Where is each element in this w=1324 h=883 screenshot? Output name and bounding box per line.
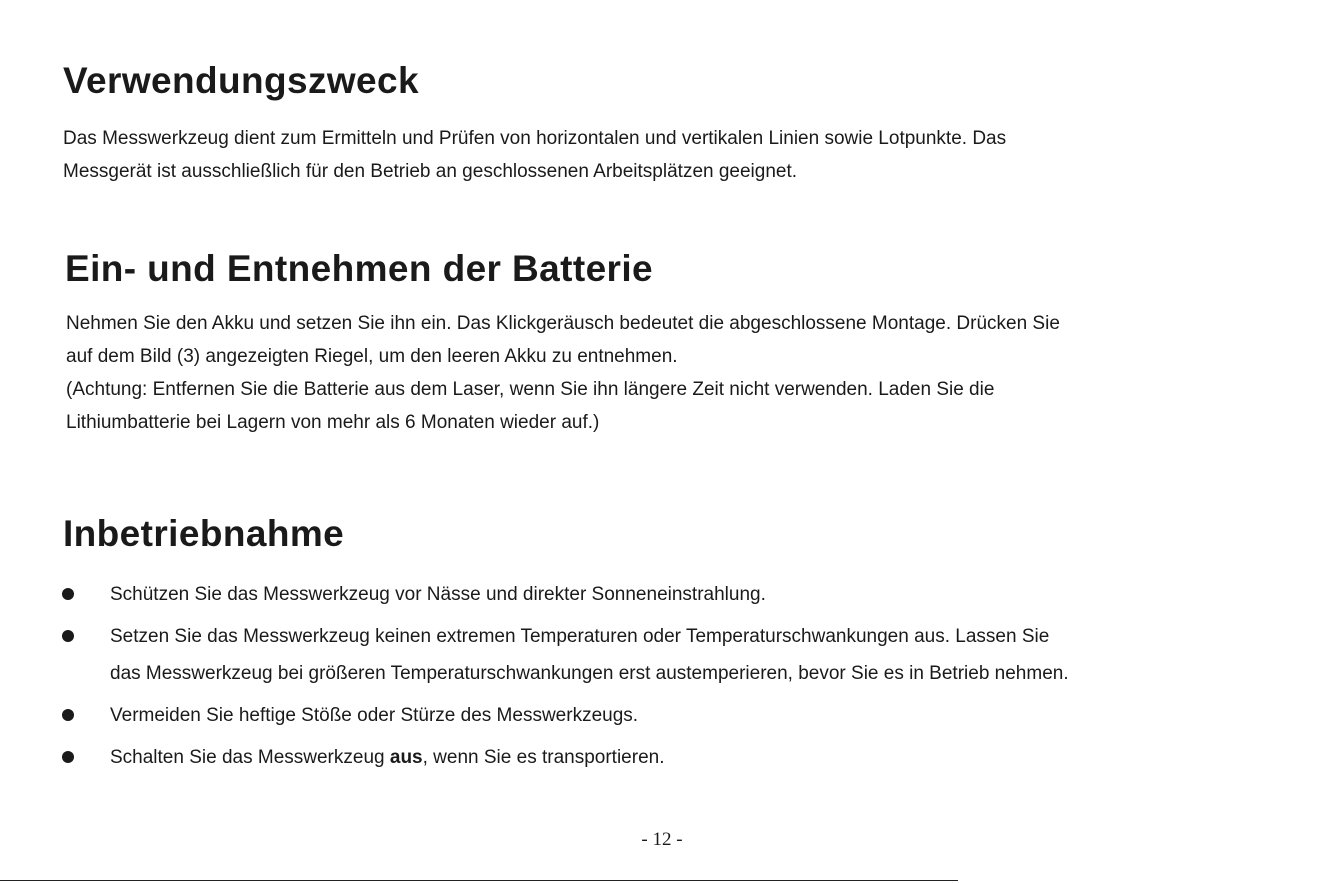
- bullet-dot-icon: [62, 630, 74, 642]
- list-item-text: [110, 739, 1069, 776]
- list-item-text: [110, 618, 1069, 692]
- paragraph-line: auf dem Bild (3) angezeigten Riegel, um den leeren Akku zu entnehmen.: [66, 346, 678, 367]
- list-item-line: Vermeiden Sie heftige Stöße oder Stürze des Messwerkzeugs.: [110, 705, 639, 726]
- inbetriebnahme-bullet-list: [62, 576, 1069, 776]
- section-title-batterie: Ein- und Entnehmen der Batterie: [65, 248, 654, 289]
- bullet-dot-icon: [62, 709, 74, 721]
- list-item-text: [110, 697, 1069, 734]
- paragraph-line: (Achtung: Entfernen Sie die Batterie aus dem Laser, wenn Sie ihn längere Zeit nicht verwenden. Laden Sie die: [66, 379, 995, 400]
- section-title-verwendungszweck: Verwendungszweck: [63, 60, 419, 101]
- bullet-dot-icon: [62, 588, 74, 600]
- list-item-text: [110, 576, 1069, 613]
- verwendungszweck-paragraph: [63, 122, 1006, 188]
- batterie-paragraph: [66, 307, 1060, 439]
- list-item-line: das Messwerkzeug bei größeren Temperaturschwankungen erst austemperieren, bevor Sie es in Betrieb nehmen.: [110, 663, 1069, 684]
- page-number: - 12 -: [641, 829, 683, 850]
- list-item: [62, 697, 1069, 734]
- list-item-line: Setzen Sie das Messwerkzeug keinen extremen Temperaturen oder Temperaturschwankungen aus. Lassen Sie: [110, 626, 1050, 647]
- list-item-text-after: , wenn Sie es transportieren.: [422, 747, 665, 768]
- bullet-dot-icon: [62, 751, 74, 763]
- paragraph-line: Das Messwerkzeug dient zum Ermitteln und Prüfen von horizontalen und vertikalen Linien sowie Lotpunkte. Das: [63, 128, 1007, 149]
- paragraph-line: Nehmen Sie den Akku und setzen Sie ihn ein. Das Klickgeräusch bedeutet die abgeschlossene Montage. Drücken Sie: [66, 313, 1060, 334]
- list-item: [62, 618, 1069, 692]
- list-item-text-before: Schalten Sie das Messwerkzeug: [110, 747, 390, 768]
- list-item: [62, 739, 1069, 776]
- footer-rule: [0, 880, 958, 881]
- paragraph-line: Messgerät ist ausschließlich für den Betrieb an geschlossenen Arbeitsplätzen geeignet.: [63, 161, 798, 182]
- list-item: [62, 576, 1069, 613]
- paragraph-line: Lithiumbatterie bei Lagern von mehr als 6 Monaten wieder auf.): [66, 412, 600, 433]
- list-item-line: Schützen Sie das Messwerkzeug vor Nässe und direkter Sonneneinstrahlung.: [110, 584, 766, 605]
- section-title-inbetriebnahme: Inbetriebnahme: [63, 513, 345, 554]
- bold-word: aus: [389, 747, 423, 768]
